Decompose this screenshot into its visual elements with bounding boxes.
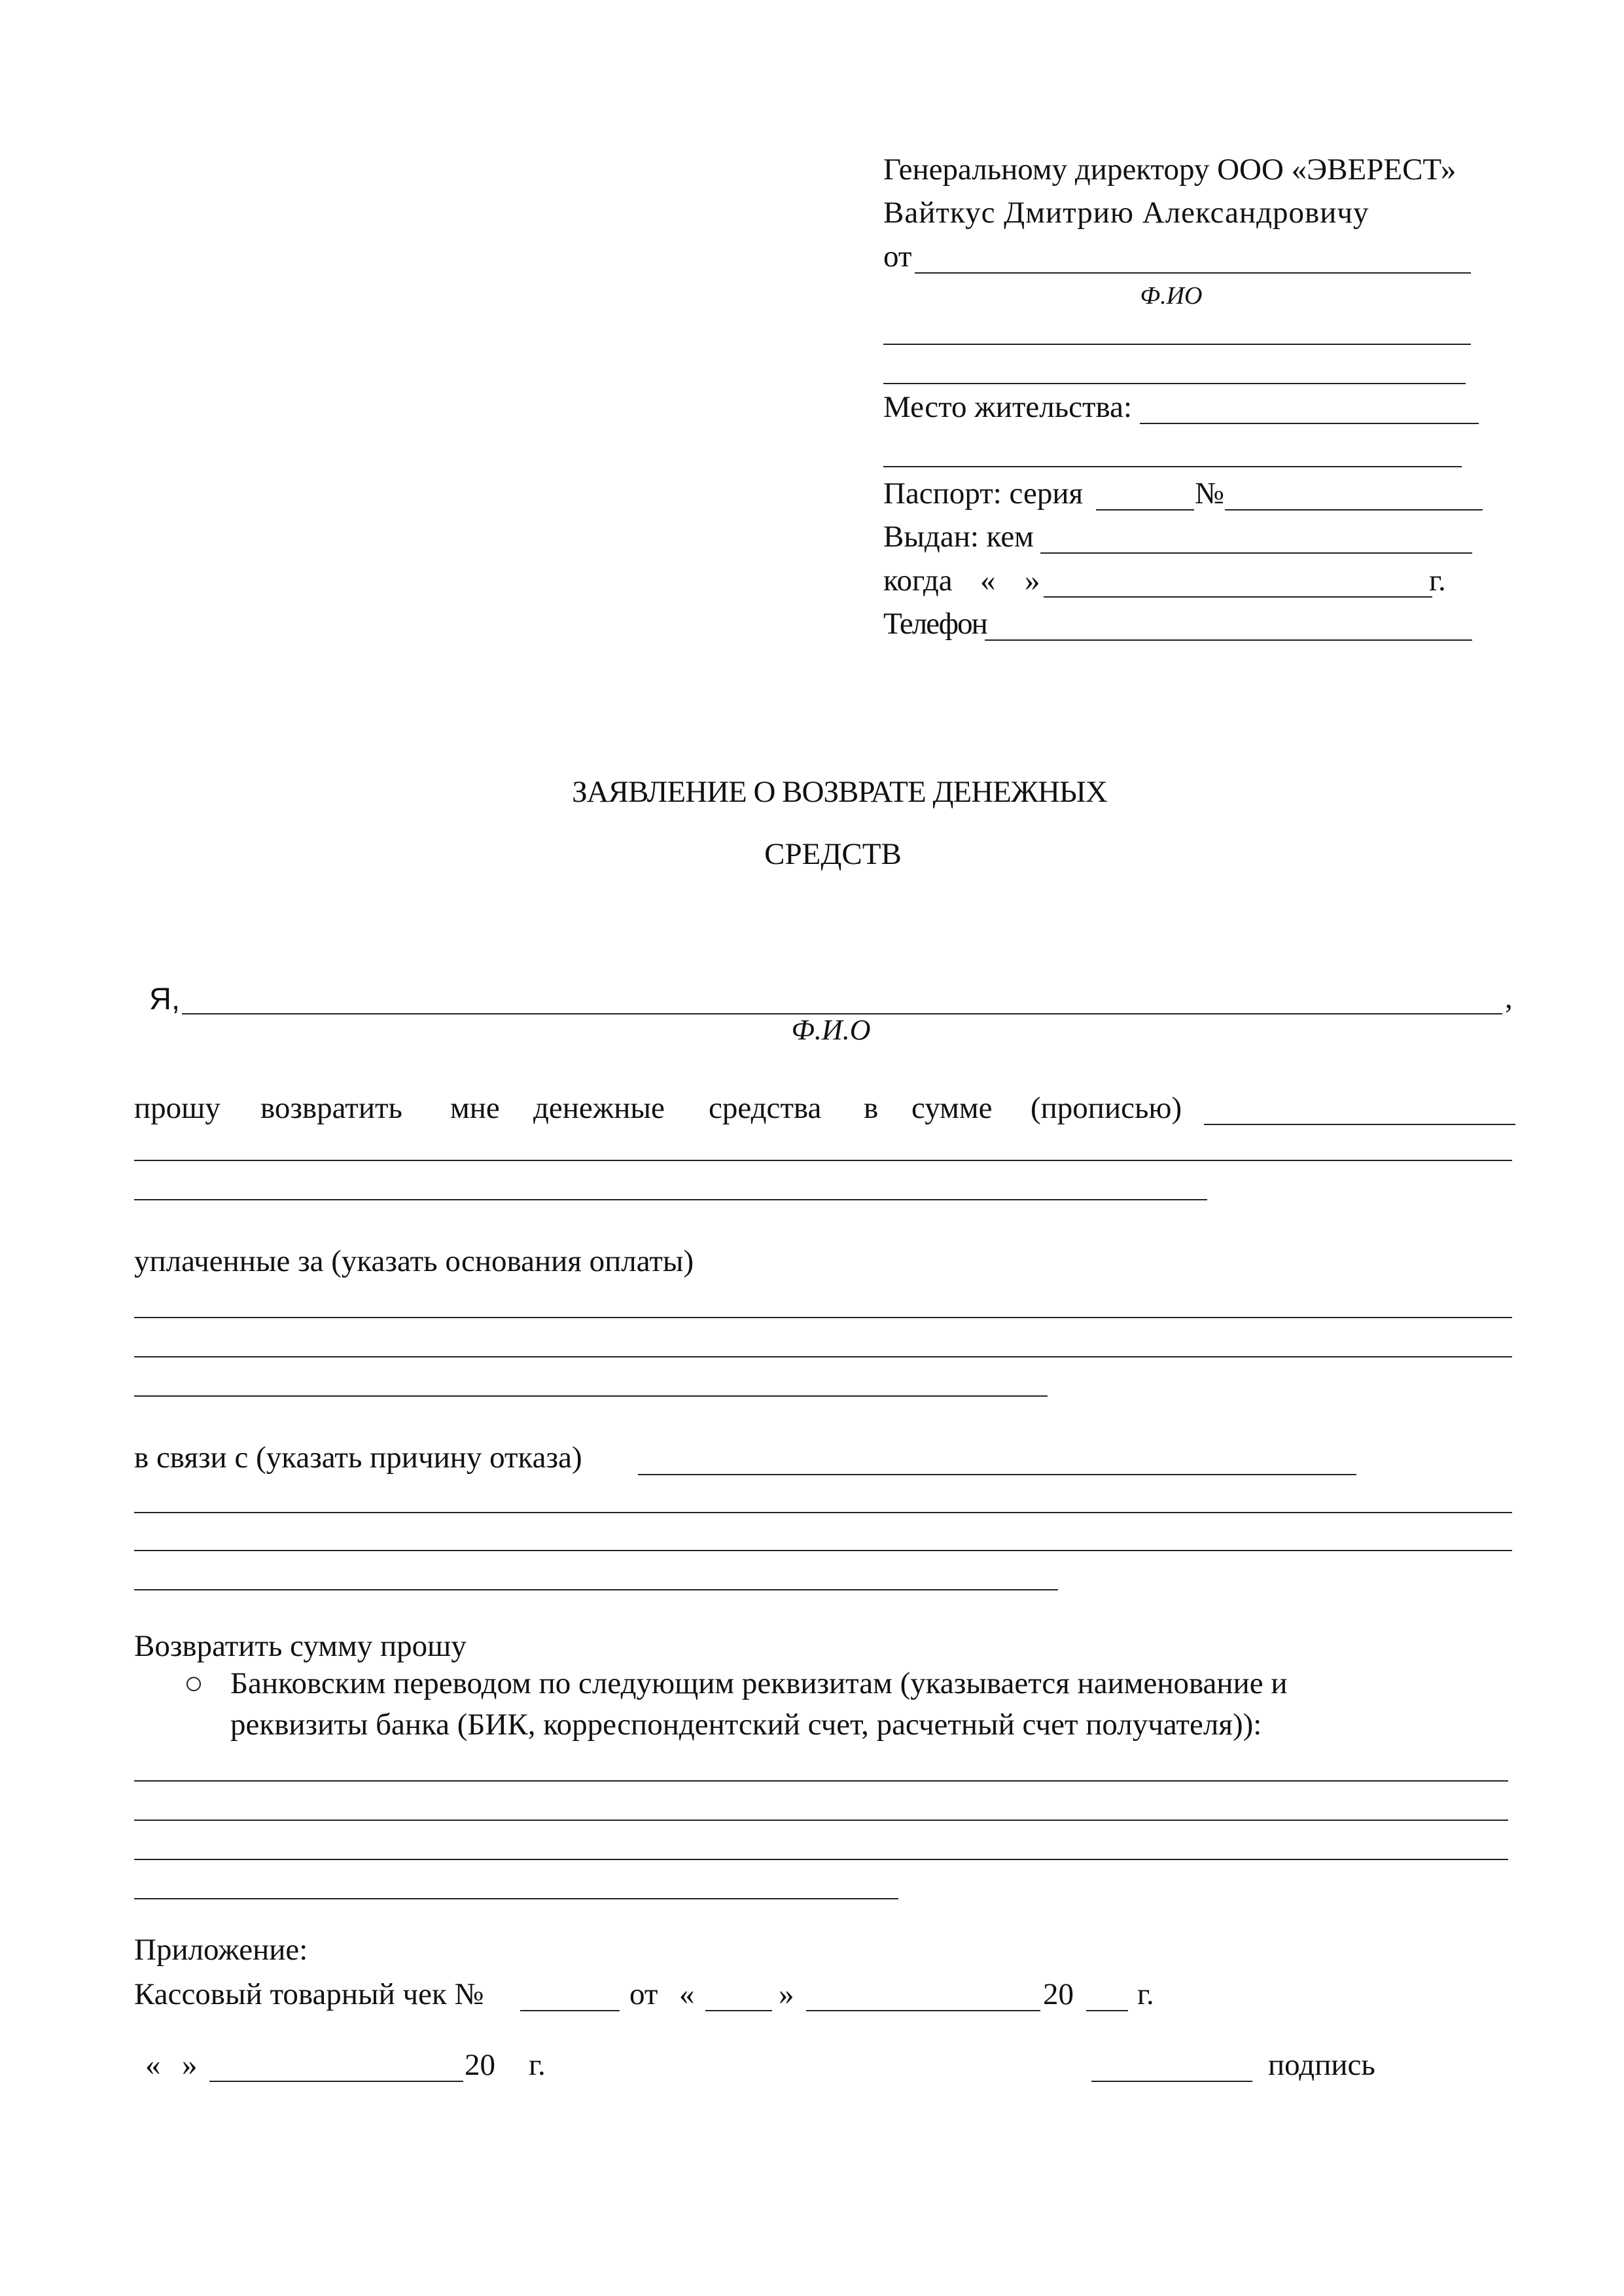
document-title-line-1: ЗАЯВЛЕНИЕ О ВОЗВРАТЕ ДЕНЕЖНЫХ (572, 775, 1107, 809)
request-word-5: средства (709, 1091, 822, 1125)
reason-field-line-3[interactable] (134, 1550, 1512, 1551)
footer-quote-open: « (145, 2048, 161, 2082)
addressee-line-1: Генеральному директору ООО «ЭВЕРЕСТ» (883, 152, 1456, 187)
date-quote-open: « (980, 564, 996, 598)
paid-for-field-line-1[interactable] (134, 1317, 1512, 1318)
paid-for-label: уплаченные за (указать основания оплаты) (134, 1244, 694, 1278)
request-word-6: в (864, 1091, 879, 1125)
paid-for-field-line-2[interactable] (134, 1356, 1512, 1357)
residence-field-line-2[interactable] (883, 466, 1462, 467)
signature-label: подпись (1268, 2048, 1375, 2082)
receipt-year-prefix: 20 (1043, 1977, 1074, 2011)
issued-year-suffix: г. (1429, 564, 1446, 598)
reason-field-line-2[interactable] (134, 1512, 1512, 1513)
issued-when-label: когда (883, 564, 953, 598)
addressee-line-2: Вайткус Дмитрию Александровичу (883, 196, 1369, 230)
amount-field-line-3[interactable] (134, 1199, 1207, 1200)
bank-details-line-4[interactable] (134, 1898, 898, 1899)
passport-number-sign: № (1195, 476, 1224, 511)
receipt-label: Кассовый товарный чек № (134, 1977, 484, 2011)
date-quote-close: » (1025, 564, 1040, 598)
request-word-3: мне (450, 1091, 500, 1125)
issued-by-label: Выдан: кем (883, 520, 1034, 554)
amount-field-line-1[interactable] (1204, 1124, 1515, 1125)
receipt-quote-close: » (779, 1977, 794, 2011)
from-label: от (883, 240, 912, 274)
from-field-line-3[interactable] (883, 383, 1466, 384)
passport-number-field[interactable] (1225, 509, 1483, 511)
request-word-4: денежные (533, 1091, 665, 1125)
reason-field-line-1[interactable] (638, 1474, 1356, 1475)
residence-label: Место жительства: (883, 390, 1133, 424)
amount-field-line-2[interactable] (134, 1160, 1512, 1161)
bank-transfer-option-bullet[interactable] (186, 1677, 201, 1691)
footer-quote-close: » (182, 2048, 198, 2082)
request-word-2: возвратить (260, 1091, 402, 1125)
footer-year-prefix: 20 (465, 2048, 495, 2082)
i-prefix: Я, (149, 981, 180, 1016)
from-field-line[interactable] (915, 272, 1471, 274)
paid-for-field-line-3[interactable] (134, 1395, 1048, 1397)
bank-details-line-1[interactable] (134, 1780, 1508, 1782)
bank-details-line-3[interactable] (134, 1859, 1508, 1860)
receipt-day-field[interactable] (705, 2010, 772, 2011)
issued-when-field[interactable] (1044, 596, 1432, 598)
attachment-label: Приложение: (134, 1933, 308, 1967)
bank-option-line-2: реквизиты банка (БИК, корреспондентский счет, расчетный счет получателя)): (230, 1708, 1262, 1742)
bank-option-line-1: Банковским переводом по следующим реквизитам (указывается наименование и (230, 1666, 1288, 1700)
issued-by-field[interactable] (1040, 552, 1472, 554)
receipt-quote-open: « (679, 1977, 695, 2011)
signature-field[interactable] (1091, 2081, 1252, 2082)
request-word-1: прошу (134, 1091, 221, 1125)
return-method-label: Возвратить сумму прошу (134, 1629, 467, 1663)
residence-field-line[interactable] (1140, 423, 1479, 424)
request-word-8: (прописью) (1031, 1091, 1182, 1125)
bank-details-line-2[interactable] (134, 1820, 1508, 1821)
fio-caption: Ф.ИО (1140, 282, 1203, 310)
receipt-number-field[interactable] (520, 2010, 620, 2011)
from-field-line-2[interactable] (883, 344, 1471, 345)
receipt-month-field[interactable] (806, 2010, 1040, 2011)
receipt-year-field[interactable] (1086, 2010, 1128, 2011)
passport-series-label: Паспорт: серия (883, 476, 1084, 511)
document-title-line-2: СРЕДСТВ (764, 837, 902, 871)
receipt-year-suffix: г. (1137, 1977, 1154, 2011)
request-word-7: сумме (911, 1091, 993, 1125)
footer-month-field[interactable] (209, 2081, 463, 2082)
passport-series-field[interactable] (1096, 509, 1194, 511)
footer-year-suffix: г. (529, 2048, 546, 2082)
phone-label: Телефон (883, 607, 987, 641)
receipt-from-label: от (629, 1977, 658, 2011)
i-suffix-comma: , (1505, 981, 1513, 1015)
reason-field-line-4[interactable] (134, 1589, 1058, 1590)
phone-field[interactable] (985, 639, 1472, 641)
reason-label: в связи с (указать причину отказа) (134, 1441, 582, 1475)
applicant-fio-caption: Ф.И.О (791, 1014, 871, 1046)
